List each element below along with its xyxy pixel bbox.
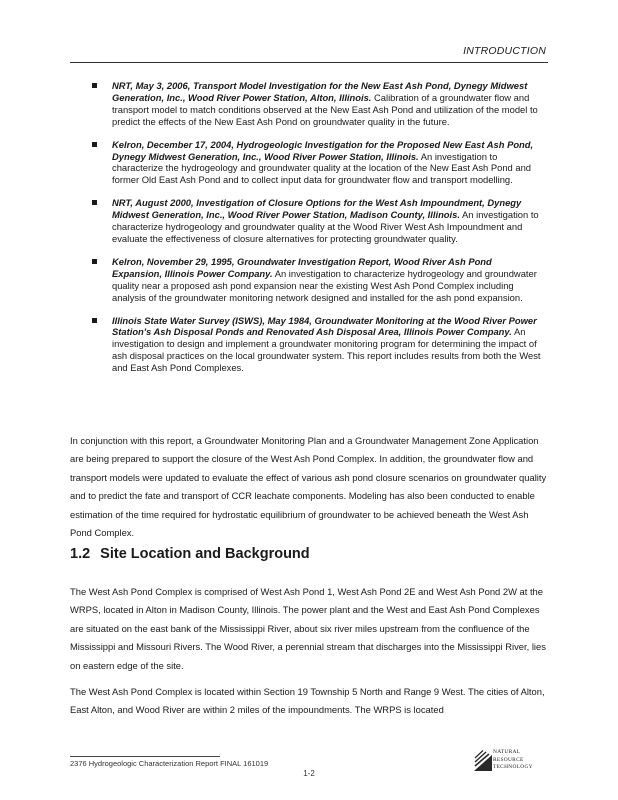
section-number: 1.2 <box>70 546 91 562</box>
section-heading <box>70 546 310 562</box>
reference-description: An investigation to characterize hydrogeology and groundwater quality near a proposed ash pond expansion near the existing West Ash Pond Complex including analysis of the groundwater monitoring network designed and installed for the ash pond expansion. <box>112 267 537 303</box>
reference-description: An investigation to characterize the hydrogeology and groundwater quality at the location of the New East Ash Pond and former Old East Ash Pond and to collect input data for groundwater flow and transport modelling. <box>112 150 532 186</box>
reference-title: NRT, May 3, 2006, Transport Model Investigation for the New East Ash Pond, Dynegy Midwest Generation, Inc., Wood River Power Station, Alton, Illinois. <box>112 80 528 103</box>
logo-mark-icon <box>474 749 492 771</box>
reference-title: NRT, August 2000, Investigation of Closure Options for the West Ash Impoundment, Dynegy Midwest Generation, Inc., Wood River Power Station, Madison County, Illinois. <box>112 197 522 221</box>
list-item <box>112 197 544 245</box>
bullet-square-icon <box>92 142 97 147</box>
page-number: 1-2 <box>303 769 315 778</box>
location-paragraph: The West Ash Pond Complex is comprised of West Ash Pond 1, West Ash Pond 2E and West Ash Pond 2W at the WRPS, located in Alton in Madison County, Illinois. The power plant and the West and East Ash Pond Complexes are situated on the east bank of the Mississippi River, about six river miles upstream from the confluence of the Mississippi and Missouri Rivers. The Wood River, a perennial stream that discharges into the Mississippi River, lies on eastern edge of the site. <box>70 586 546 671</box>
company-logo <box>474 747 550 775</box>
report-reference: 2376 Hydrogeologic Characterization Report FINAL 161019 <box>70 759 269 768</box>
bullet-square-icon <box>92 200 97 205</box>
logo-wordmark <box>493 749 533 772</box>
bullet-square-icon <box>92 259 97 264</box>
list-item <box>112 315 544 375</box>
bullet-square-icon <box>92 318 97 323</box>
list-item <box>112 256 544 304</box>
reference-title: Illinois State Water Survey (ISWS), May 1984, Groundwater Monitoring at the Wood River Power Station's Ash Disposal Ponds and Renovated Ash Disposal Area, Illinois Power Company. <box>112 314 537 338</box>
reference-title: Kelron, December 17, 2004, Hydrogeologic Investigation for the Proposed New East Ash Pond, Dynegy Midwest Generation, Inc., Wood River Power Station, Illinois. <box>112 138 534 162</box>
reference-title: Kelron, November 29, 1995, Groundwater Investigation Report, Wood River Ash Pond Expansion, Illinois Power Company. <box>112 255 492 279</box>
reference-description: Calibration of a groundwater flow and transport model to match conditions observed at the New East Ash Pond and utilization of the model to predict the effects of the New East Ash Pond on groundwater quality in the future. <box>112 91 538 127</box>
reference-description: An investigation to characterize hydrogeology and groundwater quality at the Wood River West Ash Impoundment and evaluate the effectiveness of closure alternatives for protecting groundwater quality. <box>112 209 539 244</box>
section-title: Site Location and Background <box>100 546 310 562</box>
list-item <box>112 80 544 128</box>
header-rule <box>70 62 548 63</box>
conjunction-paragraph: In conjunction with this report, a Groundwater Monitoring Plan and a Groundwater Management Zone Application are being prepared to support the closure of the West Ash Pond Complex. In addition, the groundwater flow and transport models were updated to evaluate the effect of various ash pond closure scenarios on groundwater quality and to predict the fate and transport of CCR leachate components. Modeling has also been conducted to enable estimation of the time required for hydrostatic equilibrium of groundwater to be achieved beneath the West Ash Pond Complex. <box>70 435 547 539</box>
reference-description: An investigation to design and implement a groundwater monitoring program for determining the impact of ash disposal practices on the local groundwater system. This report includes results from both the West and East Ash Pond Complexes. <box>112 326 541 374</box>
logo-line: TECHNOLOGY <box>493 764 533 771</box>
logo-line: NATURAL <box>493 749 521 755</box>
bullet-square-icon <box>92 83 97 88</box>
running-header: INTRODUCTION <box>463 45 546 57</box>
footer-rule <box>70 756 220 757</box>
reference-list <box>112 80 544 385</box>
list-item <box>112 139 544 187</box>
location-paragraph-continued: The West Ash Pond Complex is located within Section 19 Township 5 North and Range 9 West. The cities of Alton, East Alton, and Wood River are within 2 miles of the impoundments. The WRPS is located <box>70 686 545 716</box>
logo-line: RESOURCE <box>493 756 524 763</box>
